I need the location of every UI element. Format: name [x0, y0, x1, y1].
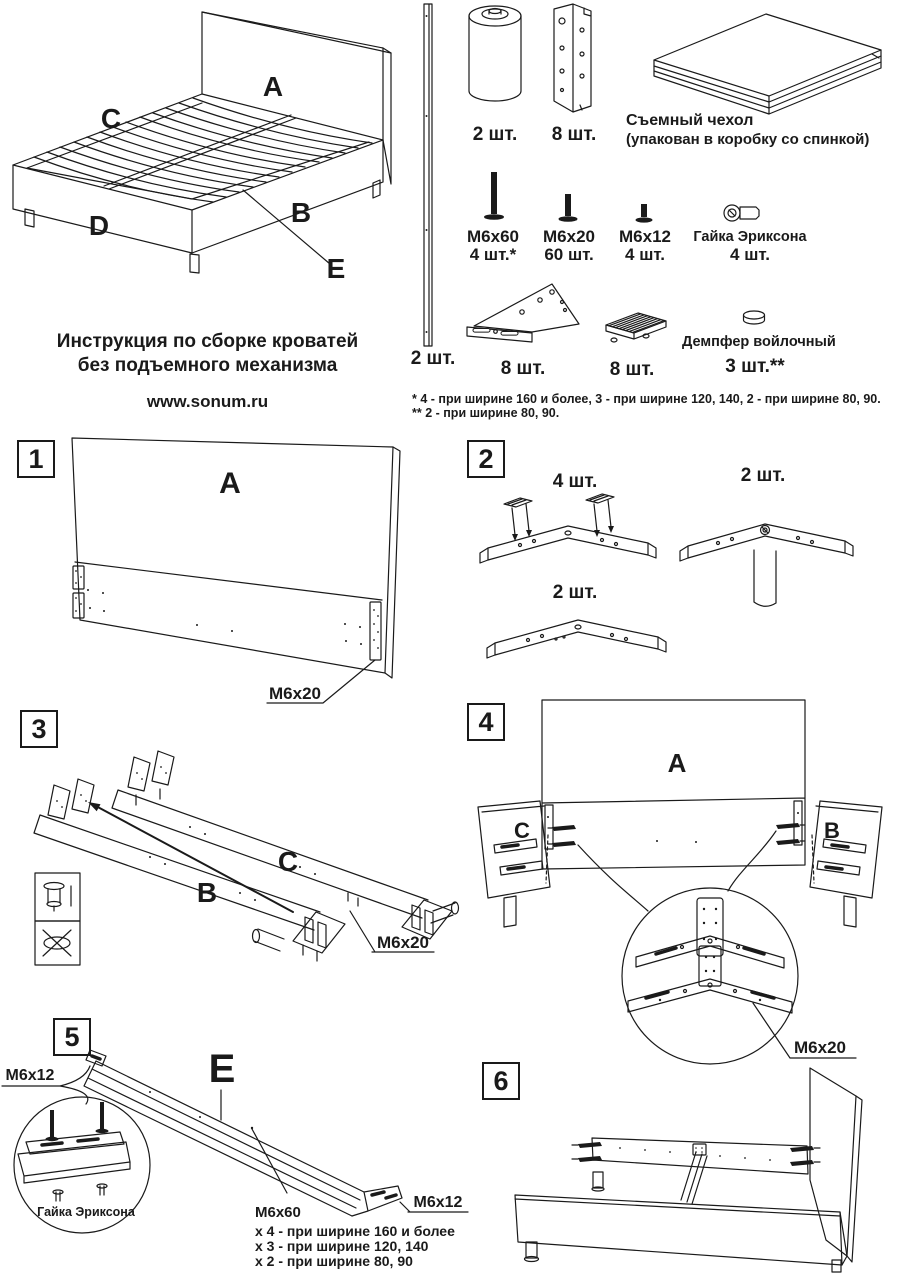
felt-damper-drawing	[741, 309, 767, 327]
leg-qty: 2 шт.	[472, 124, 518, 145]
step-2-qty-bottom: 2 шт.	[552, 582, 598, 603]
erikson-nut-drawing	[723, 203, 763, 223]
bolt-m6x12-qty: 4 шт.	[625, 245, 665, 264]
step-1-label-a: A	[219, 467, 241, 500]
slat-qty: 2 шт.	[410, 348, 456, 369]
step-3-label-b: B	[196, 877, 218, 908]
felt-pad-qty: 8 шт.	[609, 359, 655, 380]
bolt-m6x12-drawing	[634, 194, 654, 226]
step-4-drawing	[460, 695, 900, 1080]
step-5-note-title: M6x60	[255, 1204, 301, 1221]
step-1-callout-m6x20: M6x20	[269, 684, 321, 703]
step-2-lines	[480, 494, 853, 658]
step-5-fills	[46, 1091, 254, 1141]
felt-pad-drawing	[602, 310, 670, 346]
gusset-plate-drawing	[464, 280, 586, 346]
website-url: www.sonum.ru	[146, 391, 269, 411]
step-4-label-c: C	[514, 818, 530, 843]
step-5-nut-label: Гайка Эриксона	[37, 1205, 135, 1219]
erikson-nut-qty: 4 шт.	[730, 245, 770, 264]
step-5-number: 5	[53, 1018, 91, 1056]
erikson-nut-name: Гайка Эриксона	[693, 229, 807, 245]
footnote-2: ** 2 - при ширине 80, 90.	[412, 406, 560, 420]
step-2-number: 2	[467, 440, 505, 478]
step-2-drawing	[460, 440, 900, 685]
bed-overview-lines	[13, 12, 391, 273]
overview-label-d: D	[88, 210, 110, 241]
step-5-note-2: x 3 - при ширине 120, 140	[255, 1238, 429, 1254]
bed-overview-drawing	[5, 2, 425, 302]
leg-part-drawing	[467, 3, 523, 111]
step-1-dots	[75, 570, 379, 649]
step-4-fills	[547, 812, 800, 1001]
page-title-line1: Инструкция по сборке кроватей	[56, 331, 359, 352]
step-3-callout-m6x20: M6x20	[377, 933, 429, 952]
step-5-drawing	[0, 1040, 470, 1280]
overview-label-c: C	[100, 103, 122, 134]
step-4-number: 4	[467, 703, 505, 741]
bolt-m6x20-drawing	[557, 186, 579, 226]
step-4-callout-m6x20: M6x20	[794, 1038, 846, 1057]
step-4-label-a: A	[667, 748, 687, 778]
bolt-m6x60-qty: 4 шт.*	[469, 245, 517, 264]
step-4-slots	[502, 845, 848, 998]
step-5-label-e: E	[208, 1047, 236, 1091]
gusset-plate-qty: 8 шт.	[500, 358, 546, 379]
step-5-callout-m6x12-left: M6x12	[5, 1067, 55, 1084]
step-2-arrowheads	[512, 526, 614, 541]
footnote-1: * 4 - при ширине 160 и более, 3 - при ширине 120, 140, 2 - при ширине 80, 90.	[412, 392, 881, 406]
bolt-m6x20-qty: 60 шт.	[544, 245, 594, 264]
overview-label-e: E	[326, 253, 346, 284]
cover-name: Съемный чехол	[626, 112, 754, 129]
bolt-m6x60-name: M6x60	[467, 227, 519, 246]
step-3-drawing	[0, 715, 460, 1010]
cover-note: (упакован в коробку со спинкой)	[626, 131, 870, 148]
step-5-note-3: x 2 - при ширине 80, 90	[255, 1253, 413, 1269]
step-3-number: 3	[20, 710, 58, 748]
corner-bracket-part-drawing	[546, 2, 598, 114]
bolt-m6x12-name: M6x12	[619, 227, 671, 246]
overview-label-a: A	[262, 71, 284, 102]
step-2-qty-right: 2 шт.	[740, 465, 786, 486]
step-2-qty-top: 4 шт.	[552, 471, 598, 492]
step-6-lines	[515, 1068, 862, 1272]
felt-damper-name: Демпфер войлочный	[682, 334, 836, 350]
cover-part-drawing	[650, 8, 885, 116]
step-3-label-c: C	[277, 846, 299, 877]
step-6-drawing	[460, 1060, 900, 1280]
step-5-note-1: x 4 - при ширине 160 и более	[255, 1223, 455, 1239]
step-5-callout-m6x12-right: M6x12	[413, 1194, 463, 1211]
bolt-m6x60-drawing	[483, 170, 505, 226]
step-1-drawing	[40, 430, 460, 720]
step-6-number: 6	[482, 1062, 520, 1100]
corner-bracket-qty: 8 шт.	[551, 124, 597, 145]
step-4-label-b: B	[824, 818, 840, 843]
slat-part-drawing	[419, 2, 437, 348]
page-title-line2: без подъемного механизма	[77, 354, 338, 376]
overview-label-b: B	[290, 197, 312, 228]
step-1-number: 1	[17, 440, 55, 478]
title-block	[30, 330, 385, 412]
bolt-m6x20-name: M6x20	[543, 227, 595, 246]
felt-damper-qty: 3 шт.**	[725, 356, 785, 377]
